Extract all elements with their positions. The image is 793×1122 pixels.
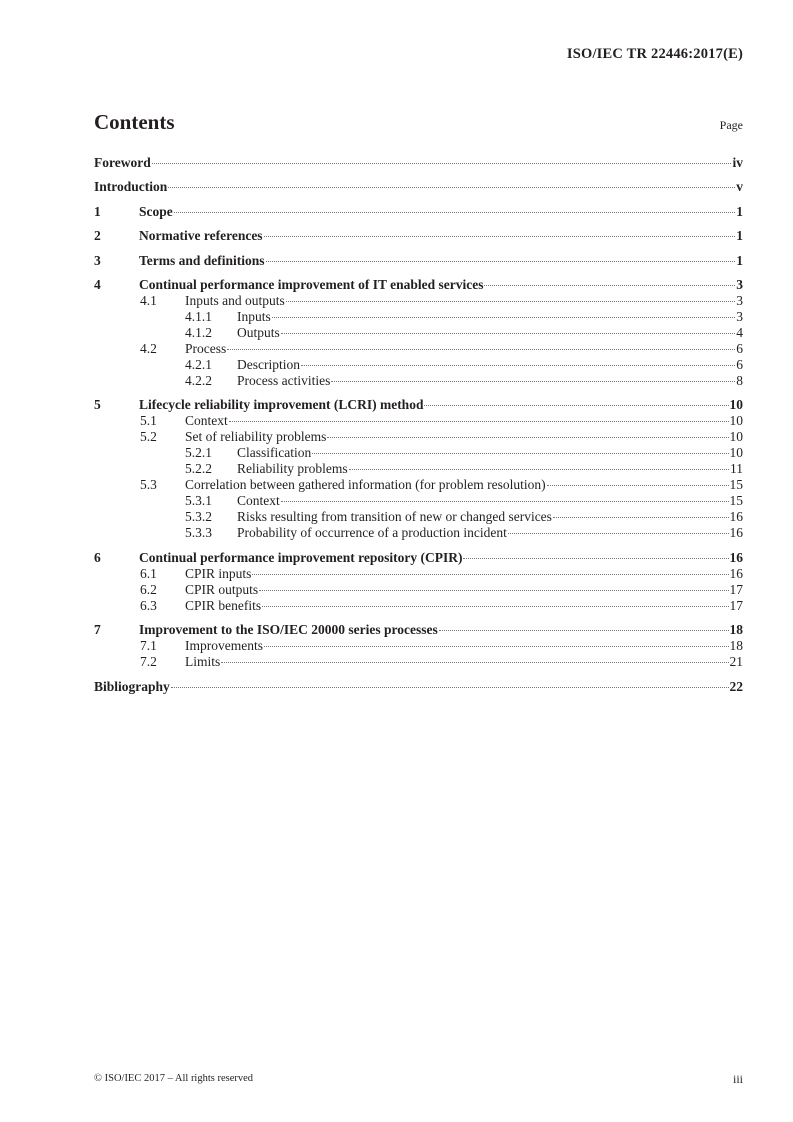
toc-entry-page[interactable]: 10 (729, 429, 743, 445)
toc-entry[interactable] (94, 679, 743, 695)
toc-entry[interactable] (94, 155, 743, 171)
toc-entry[interactable] (94, 566, 743, 582)
toc-entry-page[interactable]: 6 (736, 356, 743, 372)
toc-entry-page[interactable]: 16 (729, 509, 743, 525)
toc-entry-number: 4.2.1 (185, 356, 212, 372)
toc-entry-number: 7.2 (140, 654, 157, 670)
toc-entry[interactable] (94, 228, 743, 244)
toc-entry-page[interactable]: 18 (729, 638, 743, 654)
page-number: iii (732, 1072, 743, 1086)
toc-entry-page[interactable]: 4 (736, 324, 743, 340)
toc-entry[interactable] (94, 582, 743, 598)
toc-entry[interactable] (94, 525, 743, 541)
toc-entry[interactable] (94, 445, 743, 461)
dot-leader (168, 187, 735, 188)
toc-entry-number: 5.2.1 (185, 445, 212, 461)
toc-entry-page[interactable]: iv (732, 155, 743, 170)
toc-entry-title[interactable]: Continual performance improvement repository (CPIR) (139, 549, 463, 565)
toc-entry-number: 4.2 (140, 340, 157, 356)
toc-entry-number: 7 (94, 622, 101, 638)
toc-entry-page[interactable]: v (736, 179, 743, 195)
toc-entry[interactable] (94, 654, 743, 670)
toc-entry-title[interactable]: Context (185, 413, 228, 429)
toc-entry[interactable] (94, 429, 743, 445)
toc-entry-page[interactable]: 6 (736, 340, 743, 356)
dot-leader (272, 317, 736, 318)
toc-entry-title[interactable]: Reliability problems (237, 461, 348, 477)
toc-entry[interactable] (94, 293, 743, 309)
toc-entry-title[interactable]: Risks resulting from transition of new or changed services (237, 509, 552, 525)
toc-entry-page[interactable]: 21 (729, 654, 743, 670)
dot-leader (439, 630, 729, 631)
dot-leader (221, 662, 728, 663)
toc-entry-page[interactable]: 10 (729, 413, 743, 429)
toc-entry-number: 4.1 (140, 292, 157, 308)
dot-leader (331, 381, 735, 382)
toc-entry[interactable] (94, 509, 743, 525)
toc-entry-number: 4 (94, 276, 101, 292)
toc-entry-title[interactable]: CPIR benefits (185, 597, 262, 613)
toc-entry-page[interactable]: 10 (729, 397, 743, 413)
toc-entry-title[interactable]: Process activities (237, 372, 331, 388)
toc-entry[interactable] (94, 277, 743, 293)
toc-entry[interactable] (94, 638, 743, 654)
toc-entry-page[interactable]: 3 (736, 292, 743, 308)
dot-leader (312, 453, 728, 454)
toc-entry[interactable] (94, 397, 743, 413)
toc-entry-number: 5.3.3 (185, 525, 212, 541)
dot-leader (262, 606, 728, 607)
toc-entry-title[interactable]: Lifecycle reliability improvement (LCRI) method (139, 397, 424, 413)
page-title: Contents (94, 110, 175, 134)
toc-entry-number: 1 (94, 203, 101, 219)
toc-entry-page[interactable]: 18 (729, 622, 743, 638)
toc-entry-number: 5.3.1 (185, 493, 212, 509)
toc-entry-title[interactable]: Improvement to the ISO/IEC 20000 series processes (139, 622, 438, 638)
table-of-contents (94, 155, 743, 695)
toc-entry-title[interactable]: CPIR inputs (185, 565, 252, 581)
toc-entry-title[interactable]: Probability of occurrence of a production incident (237, 525, 507, 541)
toc-entry[interactable] (94, 461, 743, 477)
toc-entry-number: 5.1 (140, 413, 157, 429)
toc-entry-title[interactable]: Normative references (139, 228, 263, 244)
toc-entry-title[interactable]: Continual performance improvement of IT enabled services (139, 276, 484, 292)
toc-entry-title[interactable]: Scope (139, 203, 173, 219)
toc-entry-page[interactable]: 15 (729, 477, 743, 493)
toc-entry-title[interactable]: Inputs (237, 308, 271, 324)
toc-entry-page[interactable]: 17 (729, 581, 743, 597)
toc-entry[interactable] (94, 493, 743, 509)
dot-leader (463, 558, 728, 559)
toc-entry-title[interactable]: Outputs (237, 324, 280, 340)
dot-leader (286, 301, 736, 302)
dot-leader (264, 236, 736, 237)
toc-entry-title[interactable]: Introduction (94, 179, 168, 195)
dot-leader (281, 333, 735, 334)
toc-entry[interactable] (94, 204, 743, 220)
dot-leader (508, 533, 729, 534)
toc-entry-title[interactable]: Inputs and outputs (185, 292, 285, 308)
dot-leader (264, 646, 729, 647)
toc-entry-title[interactable]: Process (185, 340, 227, 356)
toc-entry[interactable] (94, 413, 743, 429)
toc-entry-number: 6 (94, 549, 101, 565)
dot-leader (484, 285, 735, 286)
dot-leader (259, 590, 728, 591)
toc-entry-number: 5 (94, 397, 101, 413)
document-id: ISO/IEC TR 22446:2017(E) (566, 46, 743, 62)
dot-leader (174, 212, 736, 213)
dot-leader (301, 365, 735, 366)
copyright-notice: © ISO/IEC 2017 – All rights reserved (94, 1073, 254, 1084)
toc-entry-title[interactable]: Description (237, 356, 300, 372)
toc-entry-title[interactable]: CPIR outputs (185, 581, 259, 597)
toc-entry-page[interactable]: 17 (729, 597, 743, 613)
dot-leader (327, 437, 728, 438)
dot-leader (424, 405, 728, 406)
dot-leader (266, 261, 736, 262)
toc-entry-title[interactable]: Limits (185, 654, 221, 670)
toc-entry-page[interactable]: 16 (729, 549, 743, 565)
toc-entry-page[interactable]: 1 (736, 228, 743, 244)
dot-leader (229, 421, 729, 422)
toc-entry[interactable] (94, 357, 743, 373)
dot-leader (349, 469, 729, 470)
toc-entry[interactable] (94, 341, 743, 357)
toc-entry-title[interactable]: Context (237, 493, 280, 509)
toc-entry-title[interactable]: Set of reliability problems (185, 429, 327, 445)
dot-leader (227, 349, 735, 350)
toc-entry-number: 5.2 (140, 429, 157, 445)
toc-entry-page[interactable]: 1 (736, 203, 743, 219)
toc-entry-title[interactable]: Terms and definitions (139, 252, 265, 268)
dot-leader (547, 485, 729, 486)
toc-entry[interactable] (94, 550, 743, 566)
toc-entry[interactable] (94, 325, 743, 341)
toc-entry[interactable] (94, 253, 743, 269)
toc-entry-number: 5.3 (140, 477, 157, 493)
toc-entry[interactable] (94, 622, 743, 638)
dot-leader (281, 501, 729, 502)
dot-leader (152, 163, 732, 164)
toc-entry-number: 3 (94, 252, 101, 268)
toc-entry-number: 6.2 (140, 581, 157, 597)
toc-entry[interactable] (94, 598, 743, 614)
toc-entry-number: 7.1 (140, 638, 157, 654)
toc-entry[interactable] (94, 309, 743, 325)
toc-entry-number: 4.1.1 (185, 308, 212, 324)
toc-entry-title[interactable]: Classification (237, 445, 312, 461)
dot-leader (171, 687, 729, 688)
toc-entry[interactable] (94, 477, 743, 493)
dot-leader (252, 574, 728, 575)
toc-entry-page[interactable]: 11 (730, 461, 743, 477)
toc-entry-number: 4.2.2 (185, 372, 212, 388)
toc-entry-page[interactable]: 3 (736, 308, 743, 324)
toc-entry-title[interactable]: Correlation between gathered information (for problem resolution) (185, 477, 546, 493)
dot-leader (553, 517, 729, 518)
page-column-label: Page (719, 118, 743, 132)
toc-entry-page[interactable]: 8 (736, 372, 743, 388)
toc-entry-page[interactable]: 22 (729, 678, 743, 694)
toc-entry-page[interactable]: 10 (729, 445, 743, 461)
toc-entry-number: 6.1 (140, 565, 157, 581)
toc-entry-page[interactable]: 1 (736, 252, 743, 268)
toc-entry-title[interactable]: Improvements (185, 638, 263, 654)
toc-entry-title[interactable]: Foreword (94, 155, 151, 170)
toc-entry-page[interactable]: 15 (729, 493, 743, 509)
toc-entry-number: 5.2.2 (185, 461, 212, 477)
toc-entry-number: 5.3.2 (185, 509, 212, 525)
toc-entry[interactable] (94, 373, 743, 389)
toc-entry-page[interactable]: 3 (736, 276, 743, 292)
toc-entry-title[interactable]: Bibliography (94, 678, 170, 694)
toc-entry-number: 2 (94, 228, 101, 244)
toc-entry-number: 6.3 (140, 597, 157, 613)
toc-entry-page[interactable]: 16 (729, 565, 743, 581)
toc-entry-number: 4.1.2 (185, 324, 212, 340)
toc-entry-page[interactable]: 16 (729, 525, 743, 541)
toc-entry[interactable] (94, 179, 743, 195)
